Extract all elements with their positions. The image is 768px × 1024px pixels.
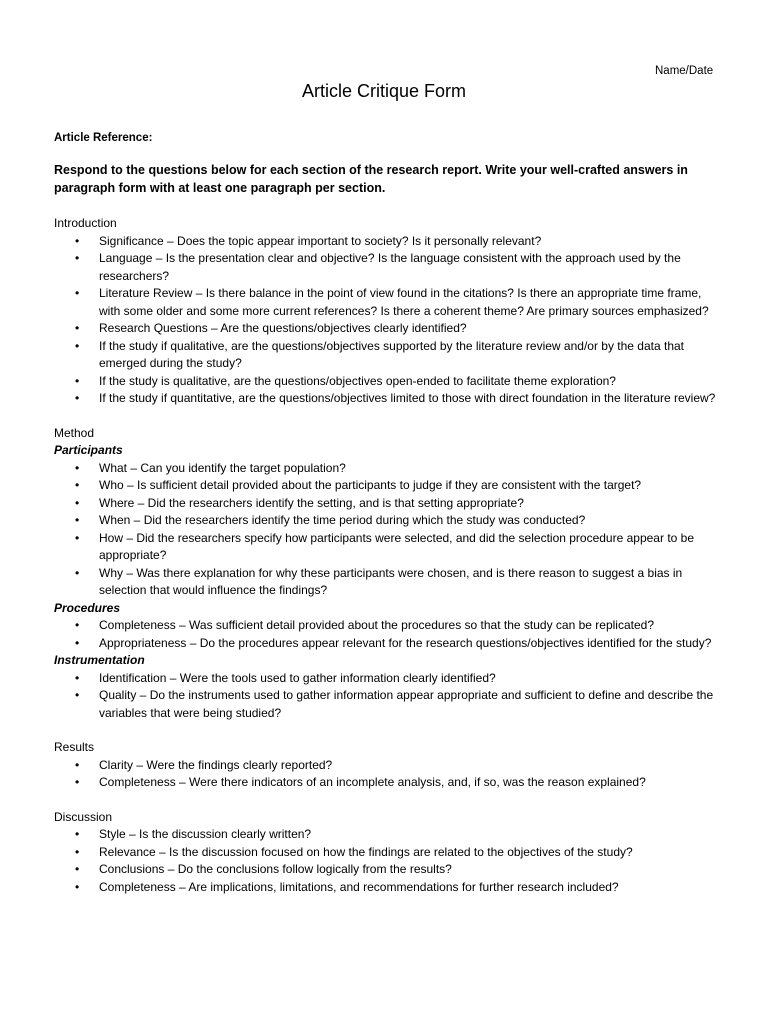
list-item xyxy=(54,495,718,513)
bullet-icon: • xyxy=(75,321,80,335)
list-item-text: Who – Is sufficient detail provided about the participants to judge if they are consistent with the target? xyxy=(99,478,642,492)
bullet-icon: • xyxy=(75,251,80,265)
list-item xyxy=(54,687,718,722)
list-item-text: Language – Is the presentation clear and objective? Is the language consistent with the approach used by the researchers? xyxy=(99,251,681,283)
list-item xyxy=(54,826,718,844)
page-title: Article Critique Form xyxy=(301,81,467,101)
section-discussion xyxy=(54,809,718,897)
list-item xyxy=(54,670,718,688)
list-item xyxy=(54,879,718,897)
list-item xyxy=(54,512,718,530)
bullet-icon: • xyxy=(75,688,80,702)
list-item xyxy=(54,635,718,653)
list-item-text: Style – Is the discussion clearly written? xyxy=(99,827,312,841)
results-list xyxy=(54,757,718,792)
bullet-icon: • xyxy=(75,460,80,475)
list-item-text: If the study if quantitative, are the questions/objectives limited to those with direct foundation in the literature review? xyxy=(99,391,716,405)
section-heading-method: Method xyxy=(54,425,95,440)
subsection-instrumentation xyxy=(54,652,718,722)
bullet-icon: • xyxy=(75,844,80,859)
bullet-icon: • xyxy=(75,757,80,772)
list-item xyxy=(54,460,718,478)
section-results xyxy=(54,739,718,792)
list-item-text: Relevance – Is the discussion focused on how the findings are related to the objectives of the study? xyxy=(99,844,633,859)
discussion-list xyxy=(54,826,718,896)
bullet-icon: • xyxy=(75,565,80,580)
list-item xyxy=(54,757,718,775)
bullet-icon: • xyxy=(75,478,80,492)
list-item-text: Appropriateness – Do the procedures appear relevant for the research questions/objectives identified for the study? xyxy=(99,635,712,650)
list-item-text: Where – Did the researchers identify the setting, and is that setting appropriate? xyxy=(99,495,524,510)
list-item xyxy=(54,477,718,495)
subsection-participants xyxy=(54,442,718,600)
list-item-text: Research Questions – Are the questions/objectives clearly identified? xyxy=(99,321,467,335)
list-item-text: Why – Was there explanation for why these participants were chosen, and is there reason to suggest a bias in selection that would influence the findings? xyxy=(99,565,683,597)
bullet-icon: • xyxy=(75,827,80,841)
section-heading-discussion: Discussion xyxy=(54,809,113,824)
list-item xyxy=(54,373,718,391)
bullet-icon: • xyxy=(75,286,80,300)
list-item xyxy=(54,233,718,251)
list-item xyxy=(54,774,718,792)
list-item xyxy=(54,250,718,285)
list-item-text: What – Can you identify the target population? xyxy=(99,460,346,475)
list-item xyxy=(54,617,718,635)
list-item-text: Identification – Were the tools used to gather information clearly identified? xyxy=(99,670,496,685)
list-item xyxy=(54,390,718,408)
bullet-icon: • xyxy=(75,338,80,353)
section-introduction xyxy=(54,215,718,408)
bullet-icon: • xyxy=(75,513,80,527)
section-method xyxy=(54,425,718,723)
list-item-text: Literature Review – Is there balance in the point of view found in the citations? Is there an appropriate time frame, with some older and some more current references? Is there a coherent theme? Are primary sources emphasized? xyxy=(99,286,709,318)
subsection-heading-instrumentation: Instrumentation xyxy=(54,653,145,667)
bullet-icon: • xyxy=(75,233,80,248)
bullet-icon: • xyxy=(75,775,80,789)
list-item-text: Significance – Does the topic appear important to society? Is it personally relevant? xyxy=(99,233,542,248)
bullet-icon: • xyxy=(75,391,80,405)
list-item-text: If the study is qualitative, are the questions/objectives open-ended to facilitate theme exploration? xyxy=(99,373,616,388)
instrumentation-list xyxy=(54,670,718,723)
list-item xyxy=(54,530,718,565)
bullet-icon: • xyxy=(75,530,80,545)
list-item xyxy=(54,338,718,373)
list-item xyxy=(54,285,718,320)
subsection-heading-procedures: Procedures xyxy=(54,600,121,615)
list-item-text: Completeness – Are implications, limitations, and recommendations for further research included? xyxy=(99,879,619,894)
list-item-text: If the study if qualitative, are the questions/objectives supported by the literature review and/or by the data that emerged during the study? xyxy=(99,338,685,370)
list-item-text: How – Did the researchers specify how participants were selected, and did the selection procedure appear to be appropriate? xyxy=(99,530,695,562)
list-item-text: Conclusions – Do the conclusions follow logically from the results? xyxy=(99,862,452,876)
list-item-text: Completeness – Was sufficient detail provided about the procedures so that the study can be replicated? xyxy=(99,618,654,632)
name-date-label: Name/Date xyxy=(655,65,714,77)
bullet-icon: • xyxy=(75,862,80,876)
bullet-icon: • xyxy=(75,495,80,510)
list-item-text: When – Did the researchers identify the time period during which the study was conducted? xyxy=(99,513,586,527)
list-item xyxy=(54,565,718,600)
section-heading-introduction: Introduction xyxy=(54,216,117,230)
list-item xyxy=(54,861,718,879)
participants-list xyxy=(54,460,718,600)
bullet-icon: • xyxy=(75,879,80,894)
bullet-icon: • xyxy=(75,670,80,685)
list-item-text: Clarity – Were the findings clearly reported? xyxy=(99,757,333,772)
introduction-list xyxy=(54,233,718,408)
list-item-text: Quality – Do the instruments used to gather information appear appropriate and sufficient to define and describe the variables that were being studied? xyxy=(99,688,714,720)
subsection-heading-participants: Participants xyxy=(54,443,123,457)
bullet-icon: • xyxy=(75,635,80,650)
list-item xyxy=(54,844,718,862)
document-body xyxy=(54,131,718,913)
list-item-text: Completeness – Were there indicators of an incomplete analysis, and, if so, was the reason explained? xyxy=(99,775,646,789)
instructions-text: Respond to the questions below for each section of the research report. Write your well-crafted answers in paragraph form with at least one paragraph per section. xyxy=(54,163,688,195)
subsection-procedures xyxy=(54,600,718,653)
section-heading-results: Results xyxy=(54,740,95,754)
article-reference-label: Article Reference: xyxy=(54,132,153,144)
list-item xyxy=(54,320,718,338)
bullet-icon: • xyxy=(75,618,80,632)
procedures-list xyxy=(54,617,718,652)
bullet-icon: • xyxy=(75,373,80,388)
